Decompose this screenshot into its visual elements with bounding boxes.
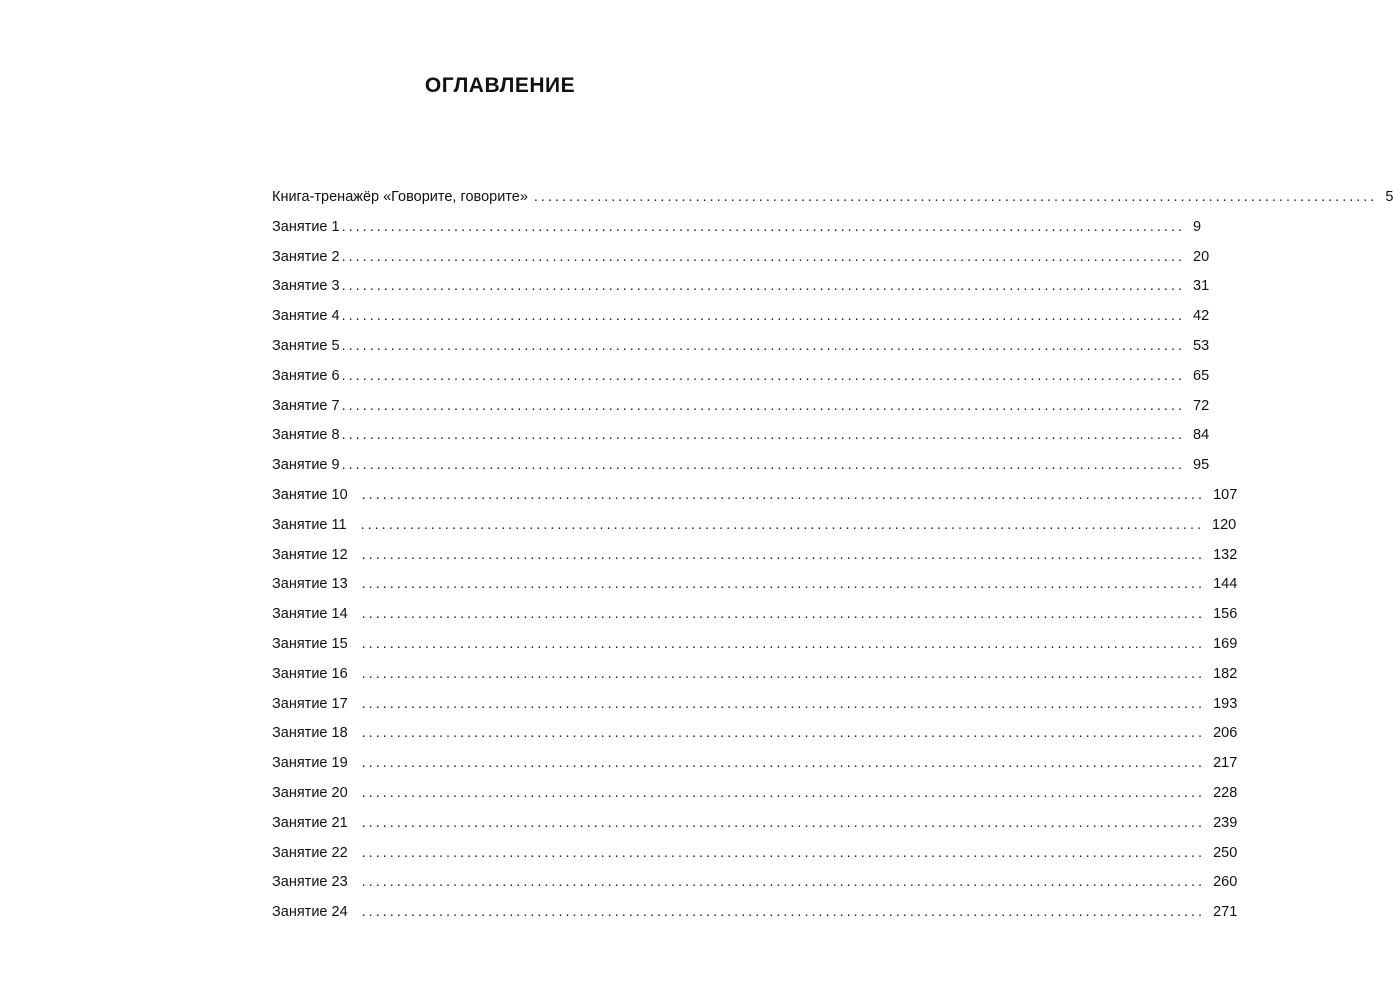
toc-entry-label: Занятие 3: [272, 278, 340, 295]
toc-entry-page: 31: [1193, 278, 1210, 295]
toc-entry-label: Занятие 8: [272, 427, 340, 444]
toc-dot-leader: ........................................................................................................................: [361, 784, 1206, 801]
toc-entry[interactable]: [272, 421, 1210, 451]
toc-entry[interactable]: [272, 481, 1238, 511]
toc-entry[interactable]: [272, 570, 1238, 600]
toc-entry-label: Занятие 18: [272, 725, 348, 742]
toc-entry-page: 250: [1213, 844, 1238, 861]
toc-entry-page: 271: [1213, 904, 1238, 921]
toc-dot-leader: ........................................................................................................................: [361, 576, 1206, 593]
toc-entry-label: Занятие 14: [272, 606, 348, 623]
toc-entry-label: Занятие 13: [272, 576, 348, 593]
toc-dot-leader: ........................................................................................................................: [341, 367, 1186, 384]
toc-entry-label: Занятие 1: [272, 218, 340, 235]
page-title: ОГЛАВЛЕНИЕ: [424, 74, 576, 97]
toc-entry[interactable]: [272, 630, 1238, 660]
toc-entry-page: 156: [1213, 606, 1238, 623]
toc-dot-leader: ........................................................................................................................: [361, 695, 1206, 712]
toc-entry[interactable]: [272, 362, 1210, 392]
toc-entry-page: 72: [1193, 397, 1210, 414]
toc-entry-label: Занятие 23: [272, 874, 348, 891]
toc-entry-page: 206: [1213, 725, 1238, 742]
toc-entry[interactable]: [272, 809, 1238, 839]
toc-entry[interactable]: [272, 541, 1238, 571]
toc-entry[interactable]: [272, 302, 1210, 332]
toc-entry-page: 120: [1212, 516, 1237, 533]
toc-entry[interactable]: [272, 749, 1238, 779]
toc-entry-page: 239: [1213, 814, 1238, 831]
toc-dot-leader: ........................................................................................................................: [361, 546, 1206, 563]
toc-dot-leader: ........................................................................................................................: [361, 874, 1206, 891]
toc-entry-page: 144: [1213, 576, 1238, 593]
toc-entry-page: 95: [1193, 457, 1210, 474]
toc-entry-label: Занятие 4: [272, 308, 340, 325]
toc-entry[interactable]: [272, 183, 1393, 213]
toc-entry-label: Занятие 10: [272, 486, 348, 503]
toc-entry-label: Занятие 9: [272, 457, 340, 474]
toc-dot-leader: ........................................................................................................................: [341, 278, 1186, 295]
toc-dot-leader: ........................................................................................................................: [361, 665, 1206, 682]
toc-entry-label: Книга-тренажёр «Говорите, говорите»: [272, 189, 528, 205]
toc-dot-leader: ........................................................................................................................: [341, 397, 1186, 414]
toc-dot-leader: ........................................................................................................................: [533, 189, 1378, 205]
toc-entry-label: Занятие 22: [272, 844, 348, 861]
toc-entry-page: 228: [1213, 784, 1238, 801]
toc-entry-page: 5: [1385, 189, 1393, 205]
toc-entry[interactable]: [272, 332, 1210, 362]
toc-dot-leader: ........................................................................................................................: [361, 814, 1206, 831]
toc-dot-leader: ........................................................................................................................: [361, 755, 1206, 772]
toc-entry[interactable]: [272, 451, 1210, 481]
toc-entry[interactable]: [272, 868, 1238, 898]
toc-entry-label: Занятие 17: [272, 695, 348, 712]
toc-entry-page: 53: [1193, 337, 1210, 354]
toc-entry-page: 182: [1213, 665, 1238, 682]
toc-entry-page: 107: [1213, 486, 1238, 503]
toc-entry-label: Занятие 12: [272, 546, 348, 563]
toc-dot-leader: ........................................................................................................................: [361, 844, 1206, 861]
toc-entry-page: 193: [1213, 695, 1238, 712]
toc-entry-label: Занятие 24: [272, 904, 348, 921]
toc-dot-leader: ........................................................................................................................: [341, 248, 1186, 265]
toc-entry-page: 42: [1193, 308, 1210, 325]
toc-entry-page: 9: [1193, 218, 1202, 235]
toc-entry[interactable]: [272, 392, 1210, 422]
toc-dot-leader: ........................................................................................................................: [361, 904, 1206, 921]
toc-entry[interactable]: [272, 898, 1238, 928]
toc-entry-label: Занятие 20: [272, 784, 348, 801]
toc-entry[interactable]: [272, 719, 1238, 749]
toc-entry-label: Занятие 21: [272, 814, 348, 831]
toc-dot-leader: ........................................................................................................................: [341, 218, 1186, 235]
toc-entry-label: Занятие 11: [272, 516, 347, 533]
toc-dot-leader: ........................................................................................................................: [361, 486, 1206, 503]
toc-dot-leader: ........................................................................................................................: [341, 427, 1186, 444]
toc-dot-leader: ........................................................................................................................: [361, 635, 1206, 652]
toc-entry[interactable]: [272, 690, 1238, 720]
toc-dot-leader: ........................................................................................................................: [361, 725, 1206, 742]
toc-entry[interactable]: [272, 272, 1210, 302]
toc-entry[interactable]: [272, 779, 1238, 809]
toc-entry-page: 20: [1193, 248, 1210, 265]
toc-entry-page: 65: [1193, 367, 1210, 384]
toc-entry-label: Занятие 15: [272, 635, 348, 652]
toc-dot-leader: ........................................................................................................................: [341, 457, 1186, 474]
toc-entry[interactable]: [272, 511, 1237, 541]
toc-entry-page: 84: [1193, 427, 1210, 444]
toc-dot-leader: ........................................................................................................................: [360, 516, 1205, 533]
toc-entry-page: 260: [1213, 874, 1238, 891]
toc-entry[interactable]: [272, 839, 1238, 869]
toc-entry-label: Занятие 16: [272, 665, 348, 682]
toc-entry[interactable]: [272, 600, 1238, 630]
toc-dot-leader: ........................................................................................................................: [361, 606, 1206, 623]
toc-entry-label: Занятие 5: [272, 337, 340, 354]
toc-entry-page: 217: [1213, 755, 1238, 772]
toc-entry-label: Занятие 6: [272, 367, 340, 384]
toc-entry-page: 169: [1213, 635, 1238, 652]
toc-entry[interactable]: [272, 243, 1210, 273]
table-of-contents: [272, 183, 1393, 928]
toc-dot-leader: ........................................................................................................................: [341, 308, 1186, 325]
toc-entry-label: Занятие 7: [272, 397, 340, 414]
toc-entry-label: Занятие 19: [272, 755, 348, 772]
toc-entry-label: Занятие 2: [272, 248, 340, 265]
toc-entry[interactable]: [272, 660, 1238, 690]
toc-entry[interactable]: [272, 213, 1202, 243]
toc-dot-leader: ........................................................................................................................: [341, 337, 1186, 354]
toc-entry-page: 132: [1213, 546, 1238, 563]
